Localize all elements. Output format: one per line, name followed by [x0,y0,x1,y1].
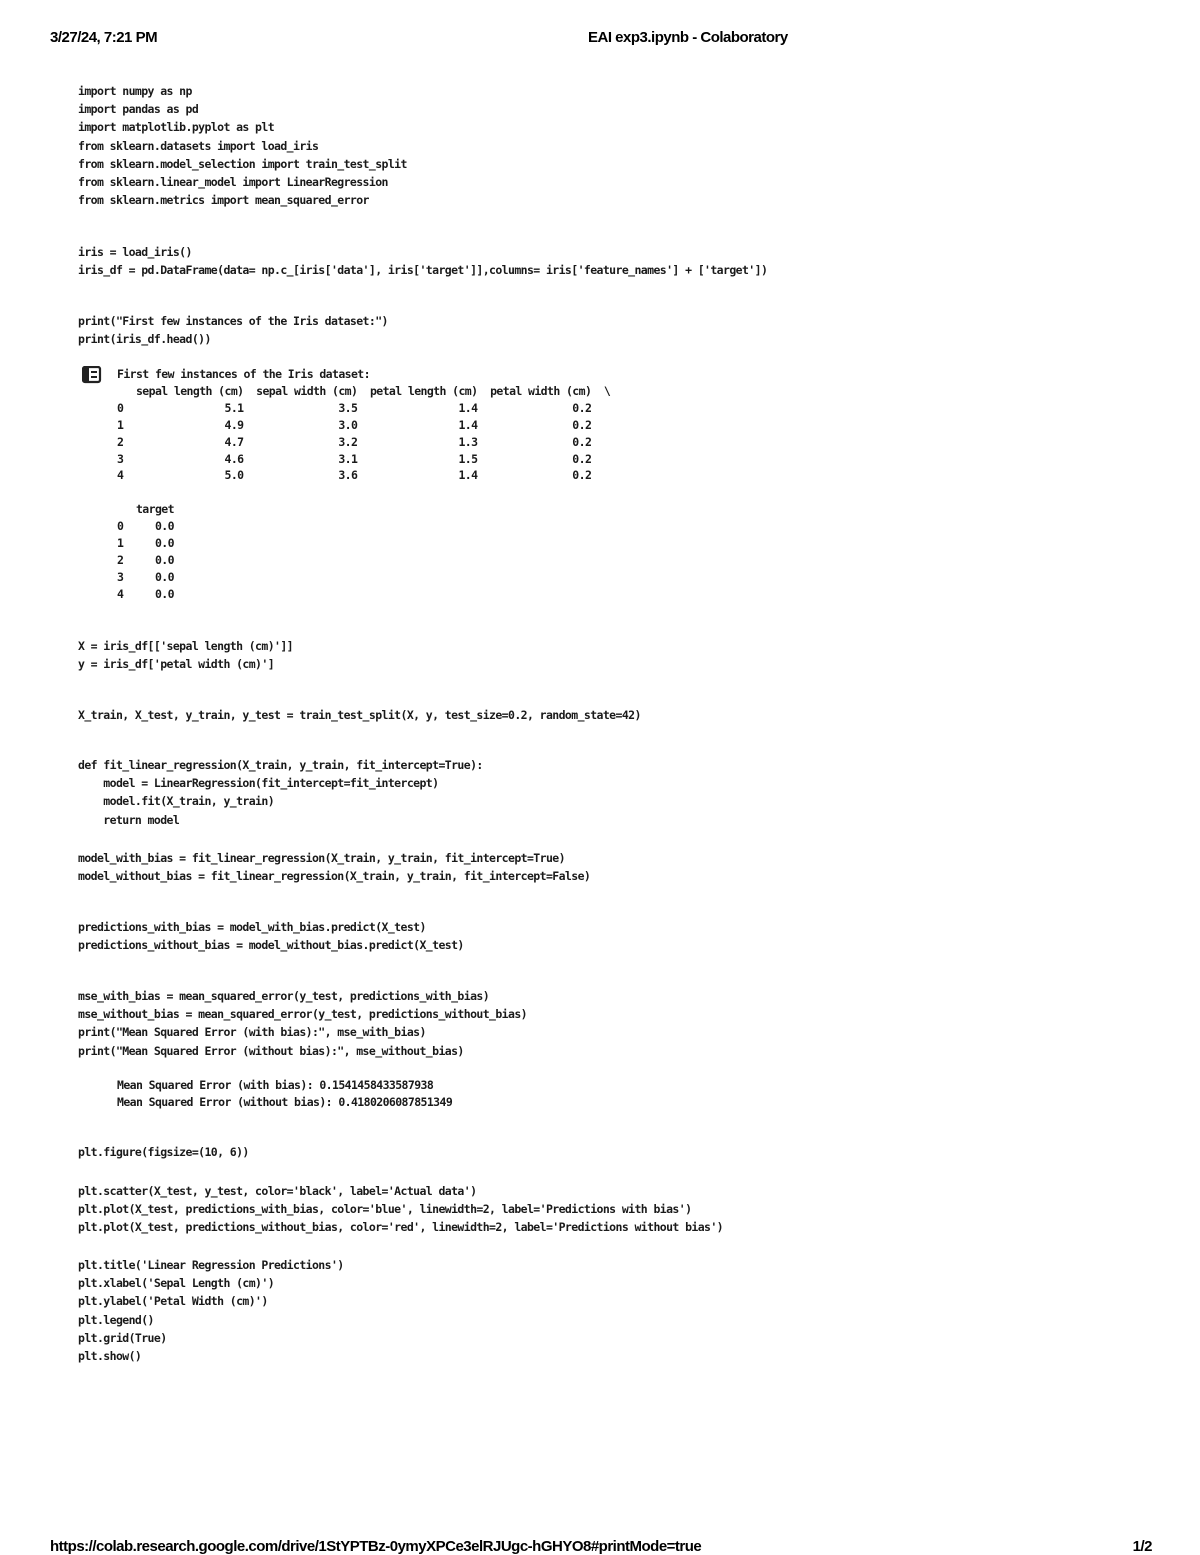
code-cell-labels[interactable]: plt.title('Linear Regression Predictions') plt.xlabel('Sepal Length (cm)') plt.ylabel('Petal Width (cm)') plt.legend() plt.grid(True) plt.show() [78,1258,344,1364]
code-cell-split[interactable]: X_train, X_test, y_train, y_test = train_test_split(X, y, test_size=0.2, random_state=42) [78,708,641,722]
page-title: EAI exp3.ipynb - Colaboratory [588,29,788,46]
code-cell-figure[interactable]: plt.figure(figsize=(10, 6)) [78,1145,249,1159]
page-number: 1/2 [1132,1538,1152,1555]
output-toggle-icon[interactable] [82,366,102,384]
output-head: First few instances of the Iris dataset: sepal length (cm) sepal width (cm) petal length (cm) petal width (cm) \ 0 5.1 3.5 1.4 0.2 1 4.9 3.0 1.4 0.2 2 4.7 3.2 1.3 0.2 3 4.6 3.1 1.5 0.2 4 5.0 3.6 1.4 0.2 target 0 0.0 1 0.0 2 0.0 3 0.0 4 0.0 [117,367,611,601]
code-cell-imports[interactable]: import numpy as np import pandas as pd import matplotlib.pyplot as plt from sklearn.datasets import load_iris from sklearn.model_selection import train_test_split from sklearn.linear_model import LinearRegression from sklearn.metrics import mean_squared_error [78,84,407,208]
code-cell-xy[interactable]: X = iris_df[['sepal length (cm)']] y = iris_df['petal width (cm)'] [78,639,294,672]
output-mse: Mean Squared Error (with bias): 0.1541458433587938 Mean Squared Error (without bias): 0.4180206087851349 [117,1078,453,1109]
code-cell-print-head[interactable]: print("First few instances of the Iris dataset:") print(iris_df.head()) [78,314,388,347]
page-url: https://colab.research.google.com/drive/1StYPTBz-0ymyXPCe3elRJUgc-hGHYO8#printMode=true [50,1538,702,1555]
code-cell-load-data[interactable]: iris = load_iris() iris_df = pd.DataFrame(data= np.c_[iris['data'], iris['target']],columns= iris['feature_names'] + ['target']) [78,245,768,278]
code-cell-mse[interactable]: mse_with_bias = mean_squared_error(y_test, predictions_with_bias) mse_without_bias = mean_squared_error(y_test, predictions_without_bias) print("Mean Squared Error (with bias):", mse_with_bias) print("Mean Squared Error (without bias):", mse_without_bias) [78,989,527,1058]
code-cell-plots[interactable]: plt.scatter(X_test, y_test, color='black', label='Actual data') plt.plot(X_test, predictions_with_bias, color='blue', linewidth=2, label='Predictions with bias') plt.plot(X_test, predictions_without_bias, color='red', linewidth=2, label='Predictions without bias') [78,1184,724,1235]
code-cell-models[interactable]: model_with_bias = fit_linear_regression(X_train, y_train, fit_intercept=True) model_without_bias = fit_linear_regression(X_train, y_train, fit_intercept=False) [78,851,591,884]
print-datetime: 3/27/24, 7:21 PM [50,29,158,46]
code-cell-def-fit[interactable]: def fit_linear_regression(X_train, y_train, fit_intercept=True): model = LinearRegression(fit_intercept=fit_intercept) model.fit(X_train, y_train) return model [78,758,483,827]
code-cell-predictions[interactable]: predictions_with_bias = model_with_bias.predict(X_test) predictions_without_bias = model_without_bias.predict(X_test) [78,920,464,953]
